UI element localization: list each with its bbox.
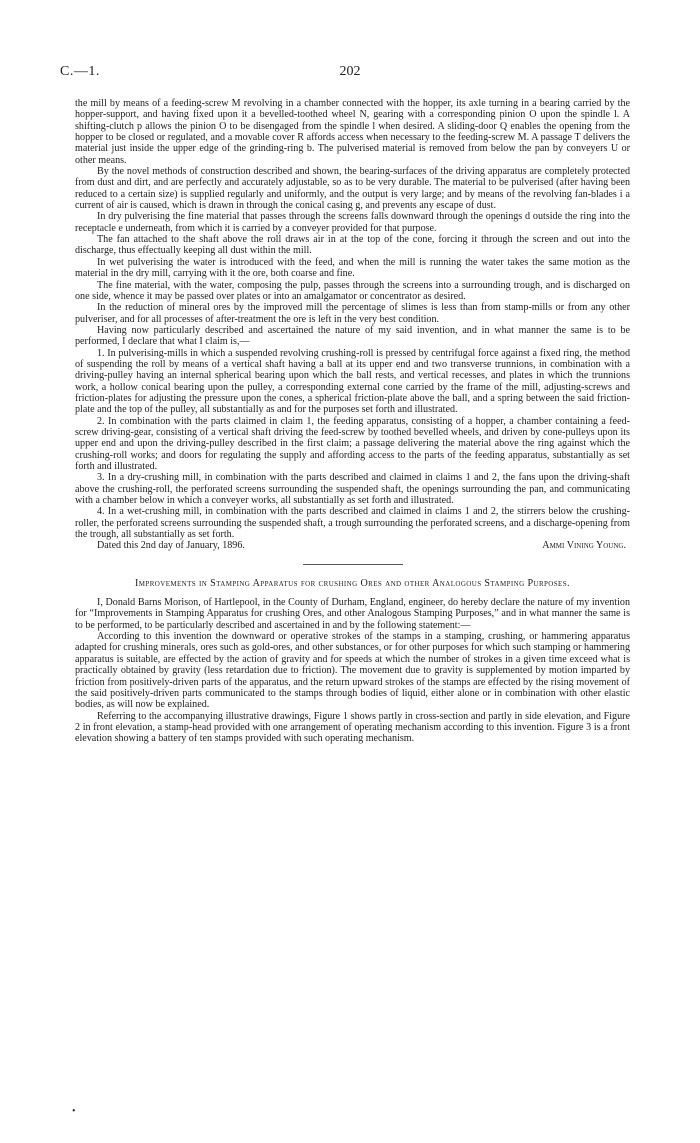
paragraph: Having now particularly described and ascertained the nature of my said invention, and in what manner the same is to be performed, I declare that what I claim is,— — [75, 324, 630, 348]
scan-mark: • — [72, 1106, 76, 1117]
paragraph: In wet pulverising the water is introduced with the feed, and when the mill is running the water takes the same motion as the material in the dry mill, carrying with it the ore, both coarse and fine. — [75, 256, 630, 280]
claim-paragraph: 1. In pulverising-mills in which a suspended revolving crushing-roll is pressed by centrifugal force against a fixed ring, the method of suspending the roll by means of a vertical shaft having a ball at its upper end and two transverse trunnions, in combination with a driving-pulley having an internal spherical bearing upon which the ball rests, and vertical recesses, and plates in which the trunnions work, a hollow conical bearing upon the pulley, a corresponding external cone carried by the frame of the mill, adjusting-screws and friction-plates for adjusting the pressure upon the cones, a spherical friction-plate above the ball, and a spring between the said friction-plate and the top of the pulley, all substantially as and for the purposes set forth and illustrated. — [75, 347, 630, 416]
page-header — [60, 64, 640, 82]
paragraph: The fine material, with the water, composing the pulp, passes through the screens into a surrounding trough, and is discharged on one side, whence it may be passed over plates or into an amalgamator or concentrator as desired. — [75, 279, 630, 302]
dated-line: Dated this 2nd day of January, 1896. — [97, 540, 245, 552]
claim-paragraph: 2. In combination with the parts claimed in claim 1, the feeding apparatus, consisting of a hopper, a chamber containing a feed-screw driving-gear, consisting of a vertical shaft driving the feed-screw by toothed bevelled wheels, and driven by cone-pulleys upon its upper end and upon the driving-pulley described in the first claim; a passage delivering the material above the ring against which the crushing-roll works; and doors for regulating the supply and affording access to the parts of the feeding apparatus, substantially as set forth and illustrated. — [75, 415, 630, 472]
signature: Ammi Vining Young. — [542, 540, 626, 552]
page-body — [75, 98, 630, 745]
dated-signature-line — [75, 540, 630, 551]
paragraph: According to this invention the downward or operative strokes of the stamps in a stamping, crushing, or hammering apparatus adapted for crushing minerals, ores such as gold-ores, and other substances, or for other purposes for which such stamping or hammering apparatus is suitable, are effected by the action of gravity and for speeds at which the number of strokes in a given time exceed what is practically obtained by gravity (less retardation due to friction). The movement due to gravity is supplemented by motion imparted by friction from positively-driven parts of the apparatus, and the return upward strokes of the stamps are effected by the rising movement of the said positively-driven parts communicated to the stamps through bodies of liquid, either alone or in combination with other elastic bodies, as will now be explained. — [75, 631, 630, 711]
page-number: 202 — [339, 64, 361, 79]
paragraph: By the novel methods of construction described and shown, the bearing-surfaces of the driving apparatus are completely protected from dust and dirt, and are perfectly and accurately adjustable, so as to be very durable. The material to be pulverised (after having been reduced to a certain size) is supplied regularly and uniformly, and the output is very large; and by means of the revolving fan-blades i a current of air is caused, which is drawn in through the conical casing g, and prevents any escape of dust. — [75, 166, 630, 212]
paragraph: In the reduction of mineral ores by the improved mill the percentage of slimes is less than from stamp-mills or from any other pulveriser, and for all processes of after-treatment the ore is left in the very best condition. — [75, 302, 630, 325]
claim-paragraph: 4. In a wet-crushing mill, in combination with the parts described and claimed in claims 1 and 2, the stirrers below the crushing-roller, the perforated screens surrounding the suspended shaft, a trough surrounding the perforated screens, and a discharge-opening from the trough, all substantially as set forth. — [75, 506, 630, 541]
paragraph: In dry pulverising the fine material that passes through the screens falls downward through the openings d outside the ring into the receptacle e underneath, from which it is carried by a conveyer provided for that purpose. — [75, 211, 630, 234]
paragraph: the mill by means of a feeding-screw M revolving in a chamber connected with the hopper, its axle turning in a bearing carried by the hopper-support, and having fixed upon it a bevelled-toothed wheel N, gearing with a corresponding pinion O upon the spindle l. A shifting-clutch p allows the pinion O to be disengaged from the spindle l when desired. A sliding-door Q enables the opening from the hopper to be closed or regulated, and a movable cover R affords access when necessary to the feeding-screw M. A passage T delivers the material just inside the upper edge of the grinding-ring b. The pulverised material is removed from below the pan by conveyers U or other means. — [75, 98, 630, 166]
section-title: Improvements in Stamping Apparatus for crushing Ores and other Analogous Stamping Purposes. — [135, 577, 570, 589]
document-reference: C.—1. — [60, 64, 100, 79]
paragraph: The fan attached to the shaft above the roll draws air in at the top of the cone, forcing it through the screen and out into the discharge, thus effectually keeping all dust within the mill. — [75, 234, 630, 257]
paragraph: Referring to the accompanying illustrative drawings, Figure 1 shows partly in cross-section and partly in side elevation, and Figure 2 in front elevation, a stamp-head provided with one arrangement of operating mechanism according to this invention. Figure 3 is a front elevation showing a battery of ten stamps provided with such operating mechanism. — [75, 710, 630, 745]
section-divider — [303, 564, 403, 565]
paragraph: I, Donald Barns Morison, of Hartlepool, in the County of Durham, England, engineer, do hereby declare the nature of my invention for “Improvements in Stamping Apparatus for crushing Ores, and other Analogous Stamping Purposes,” and in what manner the same is to be performed, to be particularly described and ascertained in and by the following statement:— — [75, 597, 630, 631]
claim-paragraph: 3. In a dry-crushing mill, in combination with the parts described and claimed in claims 1 and 2, the fans upon the driving-shaft above the crushing-roll, the perforated screens surrounding the suspended shaft, the openings surrounding the pan, and communicating with a chamber below in which a conveyer works, all substantially as set forth and illustrated. — [75, 472, 630, 507]
